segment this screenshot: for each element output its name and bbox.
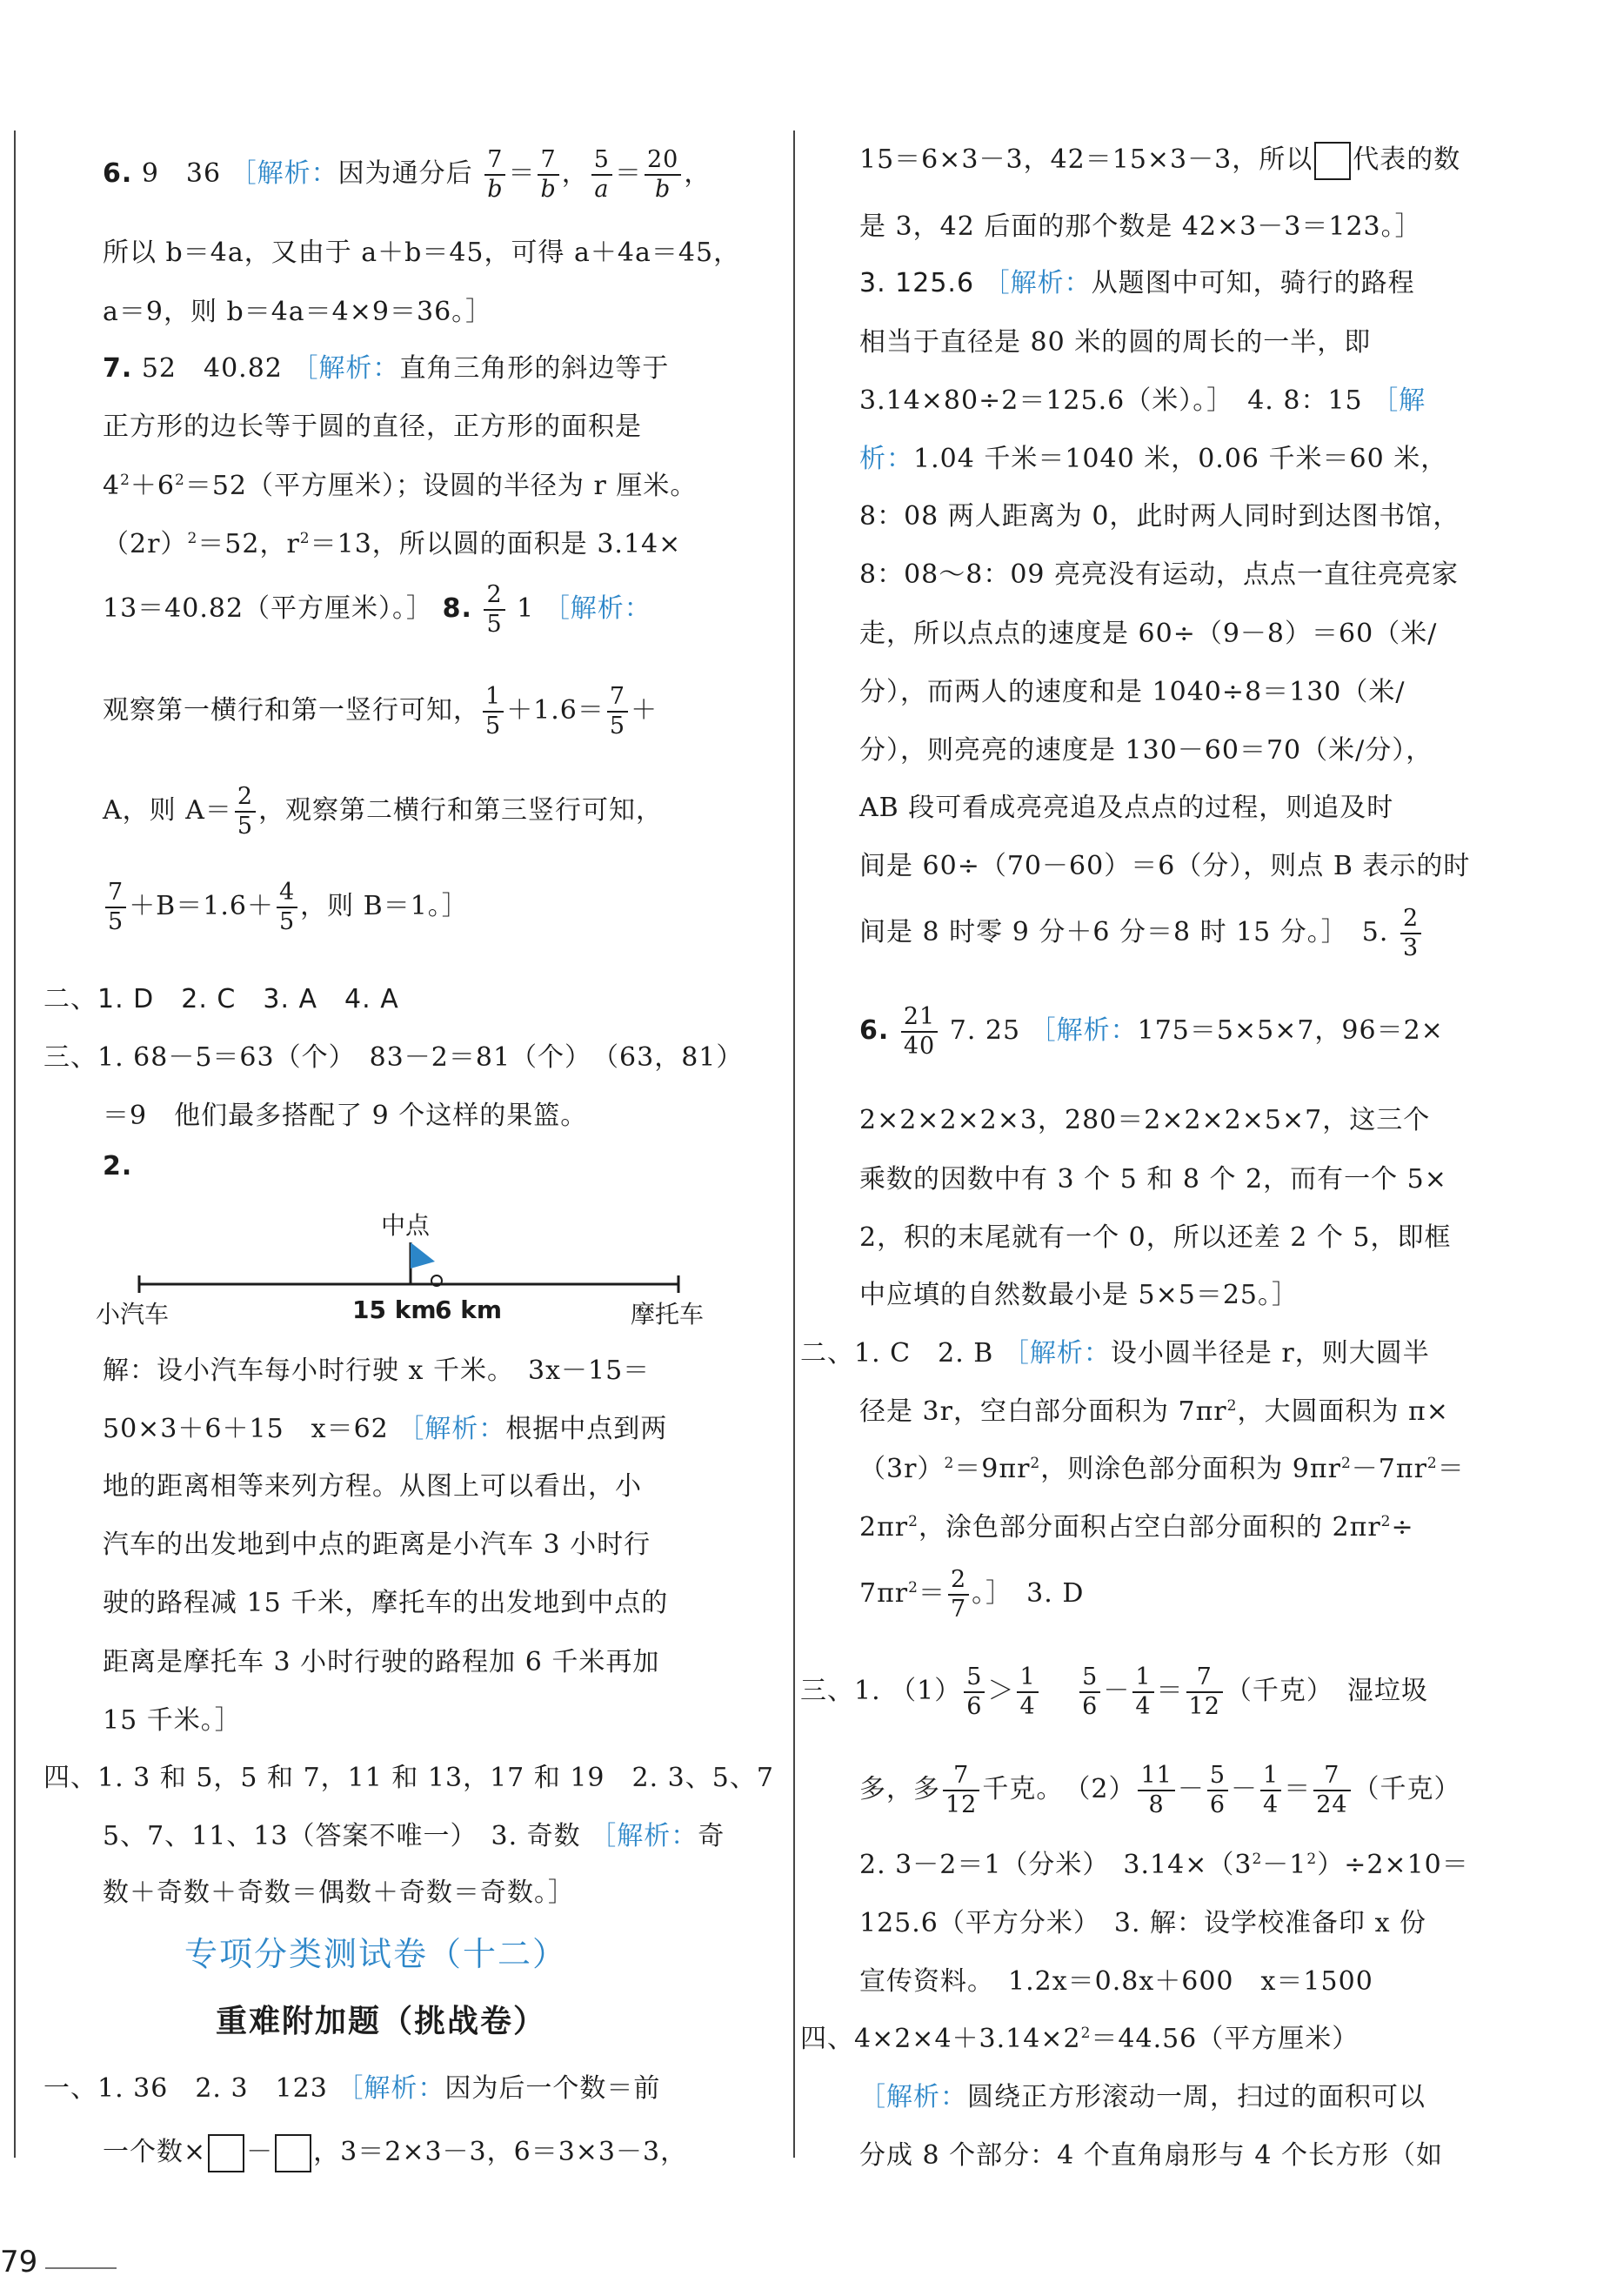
fraction: $\frac{7}{b}$ <box>484 146 505 204</box>
fraction: $\frac{5}{6}$ <box>1207 1762 1228 1819</box>
answer-line: 6. $\frac{21}{40}$ 7. 25 ［解析：175＝5×5×7，96＝2× <box>859 1003 1444 1060</box>
column-divider <box>793 131 795 2158</box>
answer-line: 相当于直径是 80 米的圆的周长的一半，即 <box>859 327 1372 358</box>
answer-line: 驶的路程减 15 千米，摩托车的出发地到中点的 <box>103 1588 669 1618</box>
answer-line: 3. 125.6 ［解析：从题图中可知，骑行的路程 <box>859 268 1415 298</box>
fraction: $\frac{7}{b}$ <box>538 146 558 204</box>
answer-line: 2. 3－2＝1（分米） $3.14\times(3^2-1^2)\div 2\times 10=$ <box>859 1850 1469 1880</box>
answer-line: 二、1. D 2. C 3. A 4. A <box>43 984 399 1014</box>
answer-line: 6. 9 36 ［解析：因为通分后 $\frac{7}{b}$ ＝ $\frac{7}{b}$ ， $\frac{5}{a}$ ＝ $\frac{20}{b}$ ， <box>103 146 711 203</box>
fraction: $\frac{7}{12}$ <box>1186 1663 1223 1721</box>
answer-line: 是 3，42 后面的那个数是 42×3－3＝123。］ <box>859 211 1422 242</box>
answer-line: a＝9，则 b＝4a＝4×9＝36。］ <box>103 297 493 327</box>
distance-6km: 6 km <box>435 1295 503 1324</box>
answer-line: 5、7、11、13（答案不唯一） 3. 奇数 ［解析：奇 <box>103 1821 725 1851</box>
answer-line: $4^2+6^2=52$（平方厘米）；设圆的半径为 r 厘米。 <box>103 471 698 501</box>
analysis-tag: ［解析： <box>230 158 338 189</box>
distance-diagram <box>87 1201 765 1331</box>
answer-line: 50×3＋6＋15 x＝62 ［解析：根据中点到两 <box>103 1414 668 1444</box>
answer-line: 2. <box>103 1151 133 1181</box>
answer-line: 走，所以点点的速度是 60÷（9－8）＝60（米/ <box>859 619 1438 649</box>
answer-line: 析：1.04 千米＝1040 米，0.06 千米＝60 米， <box>859 444 1448 474</box>
answer-line: 观察第一横行和第一竖行可知， $\frac{1}{5}$ ＋1.6＝ $\frac{7}{5}$ ＋ <box>103 683 658 740</box>
answer-line: 所以 b＝4a，又由于 a＋b＝45，可得 a＋4a＝45， <box>103 238 741 268</box>
answer-line: AB 段可看成亮亮追及点点的过程，则追及时 <box>859 793 1394 823</box>
blank-box <box>275 2134 311 2172</box>
analysis-tag: ［解析： <box>859 2082 967 2112</box>
answer-line: 宣传资料。 1.2x＝0.8x＋600 x＝1500 <box>859 1966 1373 1997</box>
fraction: $\frac{1}{4}$ <box>1132 1663 1153 1721</box>
answer-line: 2，积的末尾就有一个 0，所以还差 2 个 5，即框 <box>859 1222 1452 1253</box>
fraction: $\frac{7}{12}$ <box>943 1762 979 1819</box>
answer-line: 数＋奇数＋奇数＝偶数＋奇数＝奇数。］ <box>103 1878 575 1908</box>
answer-line: 125.6（平方分米） 3. 解：设学校准备印 x 份 <box>859 1908 1427 1938</box>
blank-box <box>208 2134 244 2172</box>
left-margin-rule <box>14 131 16 2158</box>
answer-line: 一、1. 36 2. 3 123 ［解析：因为后一个数＝前 <box>43 2073 661 2104</box>
car-label: 小汽车 <box>96 1300 170 1329</box>
analysis-tag: ［解析： <box>337 2073 445 2104</box>
fraction: $\frac{7}{24}$ <box>1313 1762 1350 1819</box>
answer-line: 四、$4\times 2\times 4+3.14\times 2^2=44.56$（平方厘米） <box>800 2024 1359 2054</box>
midpoint-label: 中点 <box>381 1211 431 1240</box>
fraction: $\frac{5}{6}$ <box>964 1663 985 1721</box>
answer-line: 径是 3r，空白部分面积为 $7\pi r^2$，大圆面积为 π× <box>859 1396 1449 1427</box>
page-number: 79 <box>0 2245 38 2279</box>
answer-line: 汽车的出发地到中点的距离是小汽车 3 小时行 <box>103 1530 651 1560</box>
answer-line: 间是 8 时零 9 分＋6 分＝8 时 15 分。］ 5. $\frac{2}{3}$ <box>859 905 1424 962</box>
answer-line: $\frac{7}{5}$ ＋B＝1.6＋ $\frac{4}{5}$ ，则 B＝1。］ <box>103 879 469 936</box>
answer-line: 8：08～8：09 亮亮没有运动，点点一直往亮亮家 <box>859 559 1460 590</box>
analysis-tag: ［解析： <box>397 1414 506 1444</box>
answer-line: 距离是摩托车 3 小时行驶的路程加 6 千米再加 <box>103 1647 660 1677</box>
analysis-tag: ［解析： <box>291 353 400 384</box>
answer-line: 2×2×2×2×3，280＝2×2×2×5×7，这三个 <box>859 1105 1431 1135</box>
distance-15km: 15 km <box>352 1295 437 1324</box>
fraction: $\frac{1}{5}$ <box>483 683 504 740</box>
answer-line: $2\pi r^2$，涂色部分面积占空白部分面积的 $2\pi r^2\div$ <box>859 1512 1414 1543</box>
analysis-tag: ［解析： <box>983 268 1092 298</box>
fraction: $\frac{20}{b}$ <box>645 146 681 204</box>
answer-line: 二、1. C 2. B ［解析：设小圆半径是 r，则大圆半 <box>800 1338 1430 1369</box>
answer-line: 8：08 两人距离为 0，此时两人同时到达图书馆， <box>859 501 1460 532</box>
answer-line: 3.14×80÷2＝125.6（米）。］ 4. 8：15 ［解 <box>859 385 1426 416</box>
fraction: $\frac{7}{5}$ <box>105 879 126 936</box>
answer-line: 多，多 $\frac{7}{12}$ 千克。 （2） $\frac{11}{8}$ － $\frac{5}{6}$ － $\frac{1}{4}$ ＝ $\frac{7}{24}$ （千克） <box>859 1762 1461 1818</box>
answer-line: 分），则亮亮的速度是 130－60＝70（米/分）， <box>859 735 1433 766</box>
answer-line: 7. 52 40.82 ［解析：直角三角形的斜边等于 <box>103 353 670 384</box>
analysis-tag: ［解析： <box>1002 1338 1111 1369</box>
answer-line: ＝9 他们最多搭配了 9 个这样的果篮。 <box>103 1101 588 1131</box>
answer-line: 解：设小汽车每小时行驶 x 千米。 3x－15＝ <box>103 1356 651 1386</box>
motorcycle-label: 摩托车 <box>631 1300 705 1329</box>
answer-line: 15＝6×3－3，42＝15×3－3，所以 代表的数 <box>859 137 1460 180</box>
answer-line: 地的距离相等来列方程。从图上可以看出，小 <box>103 1471 642 1502</box>
answer-line: 乘数的因数中有 3 个 5 和 8 个 2，而有一个 5× <box>859 1164 1447 1195</box>
fraction: $\frac{5}{6}$ <box>1079 1663 1100 1721</box>
answer-line: $(3r)^2=9\pi r^2$，则涂色部分面积为 $9\pi r^2-7\pi r^2=$ <box>859 1454 1465 1484</box>
analysis-tag: ［解析： <box>543 593 651 624</box>
fraction: $\frac{1}{4}$ <box>1017 1663 1038 1721</box>
answer-line: 15 千米。］ <box>103 1705 242 1736</box>
answer-line: 正方形的边长等于圆的直径，正方形的面积是 <box>103 412 642 442</box>
section-subtitle: 重难附加题（挑战卷） <box>216 2004 547 2039</box>
answer-line: 分），而两人的速度和是 1040÷8＝130（米/ <box>859 677 1406 707</box>
answer-line: 分成 8 个部分：4 个直角扇形与 4 个长方形（如 <box>859 2140 1443 2171</box>
analysis-tag: ［解析： <box>590 1821 698 1851</box>
section-title: 专项分类测试卷（十二） <box>184 1935 568 1973</box>
fraction: $\frac{2}{5}$ <box>235 783 256 840</box>
answer-line: A，则 A＝ $\frac{2}{5}$ ，观察第二横行和第三竖行可知， <box>103 783 664 840</box>
fraction: $\frac{2}{5}$ <box>484 581 504 639</box>
answer-line: ［解析：圆绕正方形滚动一周，扫过的面积可以 <box>859 2082 1426 2112</box>
fraction: $\frac{5}{a}$ <box>591 146 612 204</box>
answer-line: 间是 60÷（70－60）＝6（分），则点 B 表示的时 <box>859 851 1471 881</box>
fraction: $\frac{11}{8}$ <box>1138 1762 1174 1819</box>
fraction: $\frac{7}{5}$ <box>607 683 628 740</box>
answer-line: 三、1. （1） $\frac{5}{6}$ ＞ $\frac{1}{4}$ $\frac{5}{6}$ － $\frac{1}{4}$ ＝ $\frac{7}{12}$ （千克） 湿垃圾 <box>800 1663 1428 1720</box>
page-number-rule <box>45 2267 117 2269</box>
answer-line: 13＝40.82（平方厘米）。］ 8. $\frac{2}{5}$ 1 ［解析： <box>103 581 651 638</box>
answer-line: 一个数× － ，3＝2×3－3，6＝3×3－3， <box>103 2130 687 2172</box>
answer-line: 三、1. 68－5＝63（个） 83－2＝81（个） （63，81） <box>43 1042 744 1073</box>
answer-line: $(2r)^2=52$，$r^2=13$，所以圆的面积是 3.14× <box>103 529 682 559</box>
answer-line: $7\pi r^2=$ $\frac{2}{7}$ 。］ 3. D <box>859 1566 1085 1623</box>
answer-line: 四、1. 3 和 5，5 和 7，11 和 13，17 和 19 2. 3、5、7 <box>43 1763 774 1793</box>
blank-box <box>1314 142 1351 180</box>
answer-line: 中应填的自然数最小是 5×5＝25。］ <box>859 1280 1299 1310</box>
fraction: $\frac{1}{4}$ <box>1260 1762 1281 1819</box>
analysis-tag: ［解 <box>1372 385 1426 416</box>
fraction: $\frac{21}{40}$ <box>901 1003 938 1061</box>
analysis-tag: ［解析： <box>1029 1015 1138 1046</box>
fraction: $\frac{2}{7}$ <box>948 1566 969 1623</box>
flag-icon <box>411 1242 435 1268</box>
fraction: $\frac{2}{3}$ <box>1400 905 1421 962</box>
fraction: $\frac{4}{5}$ <box>277 879 297 936</box>
